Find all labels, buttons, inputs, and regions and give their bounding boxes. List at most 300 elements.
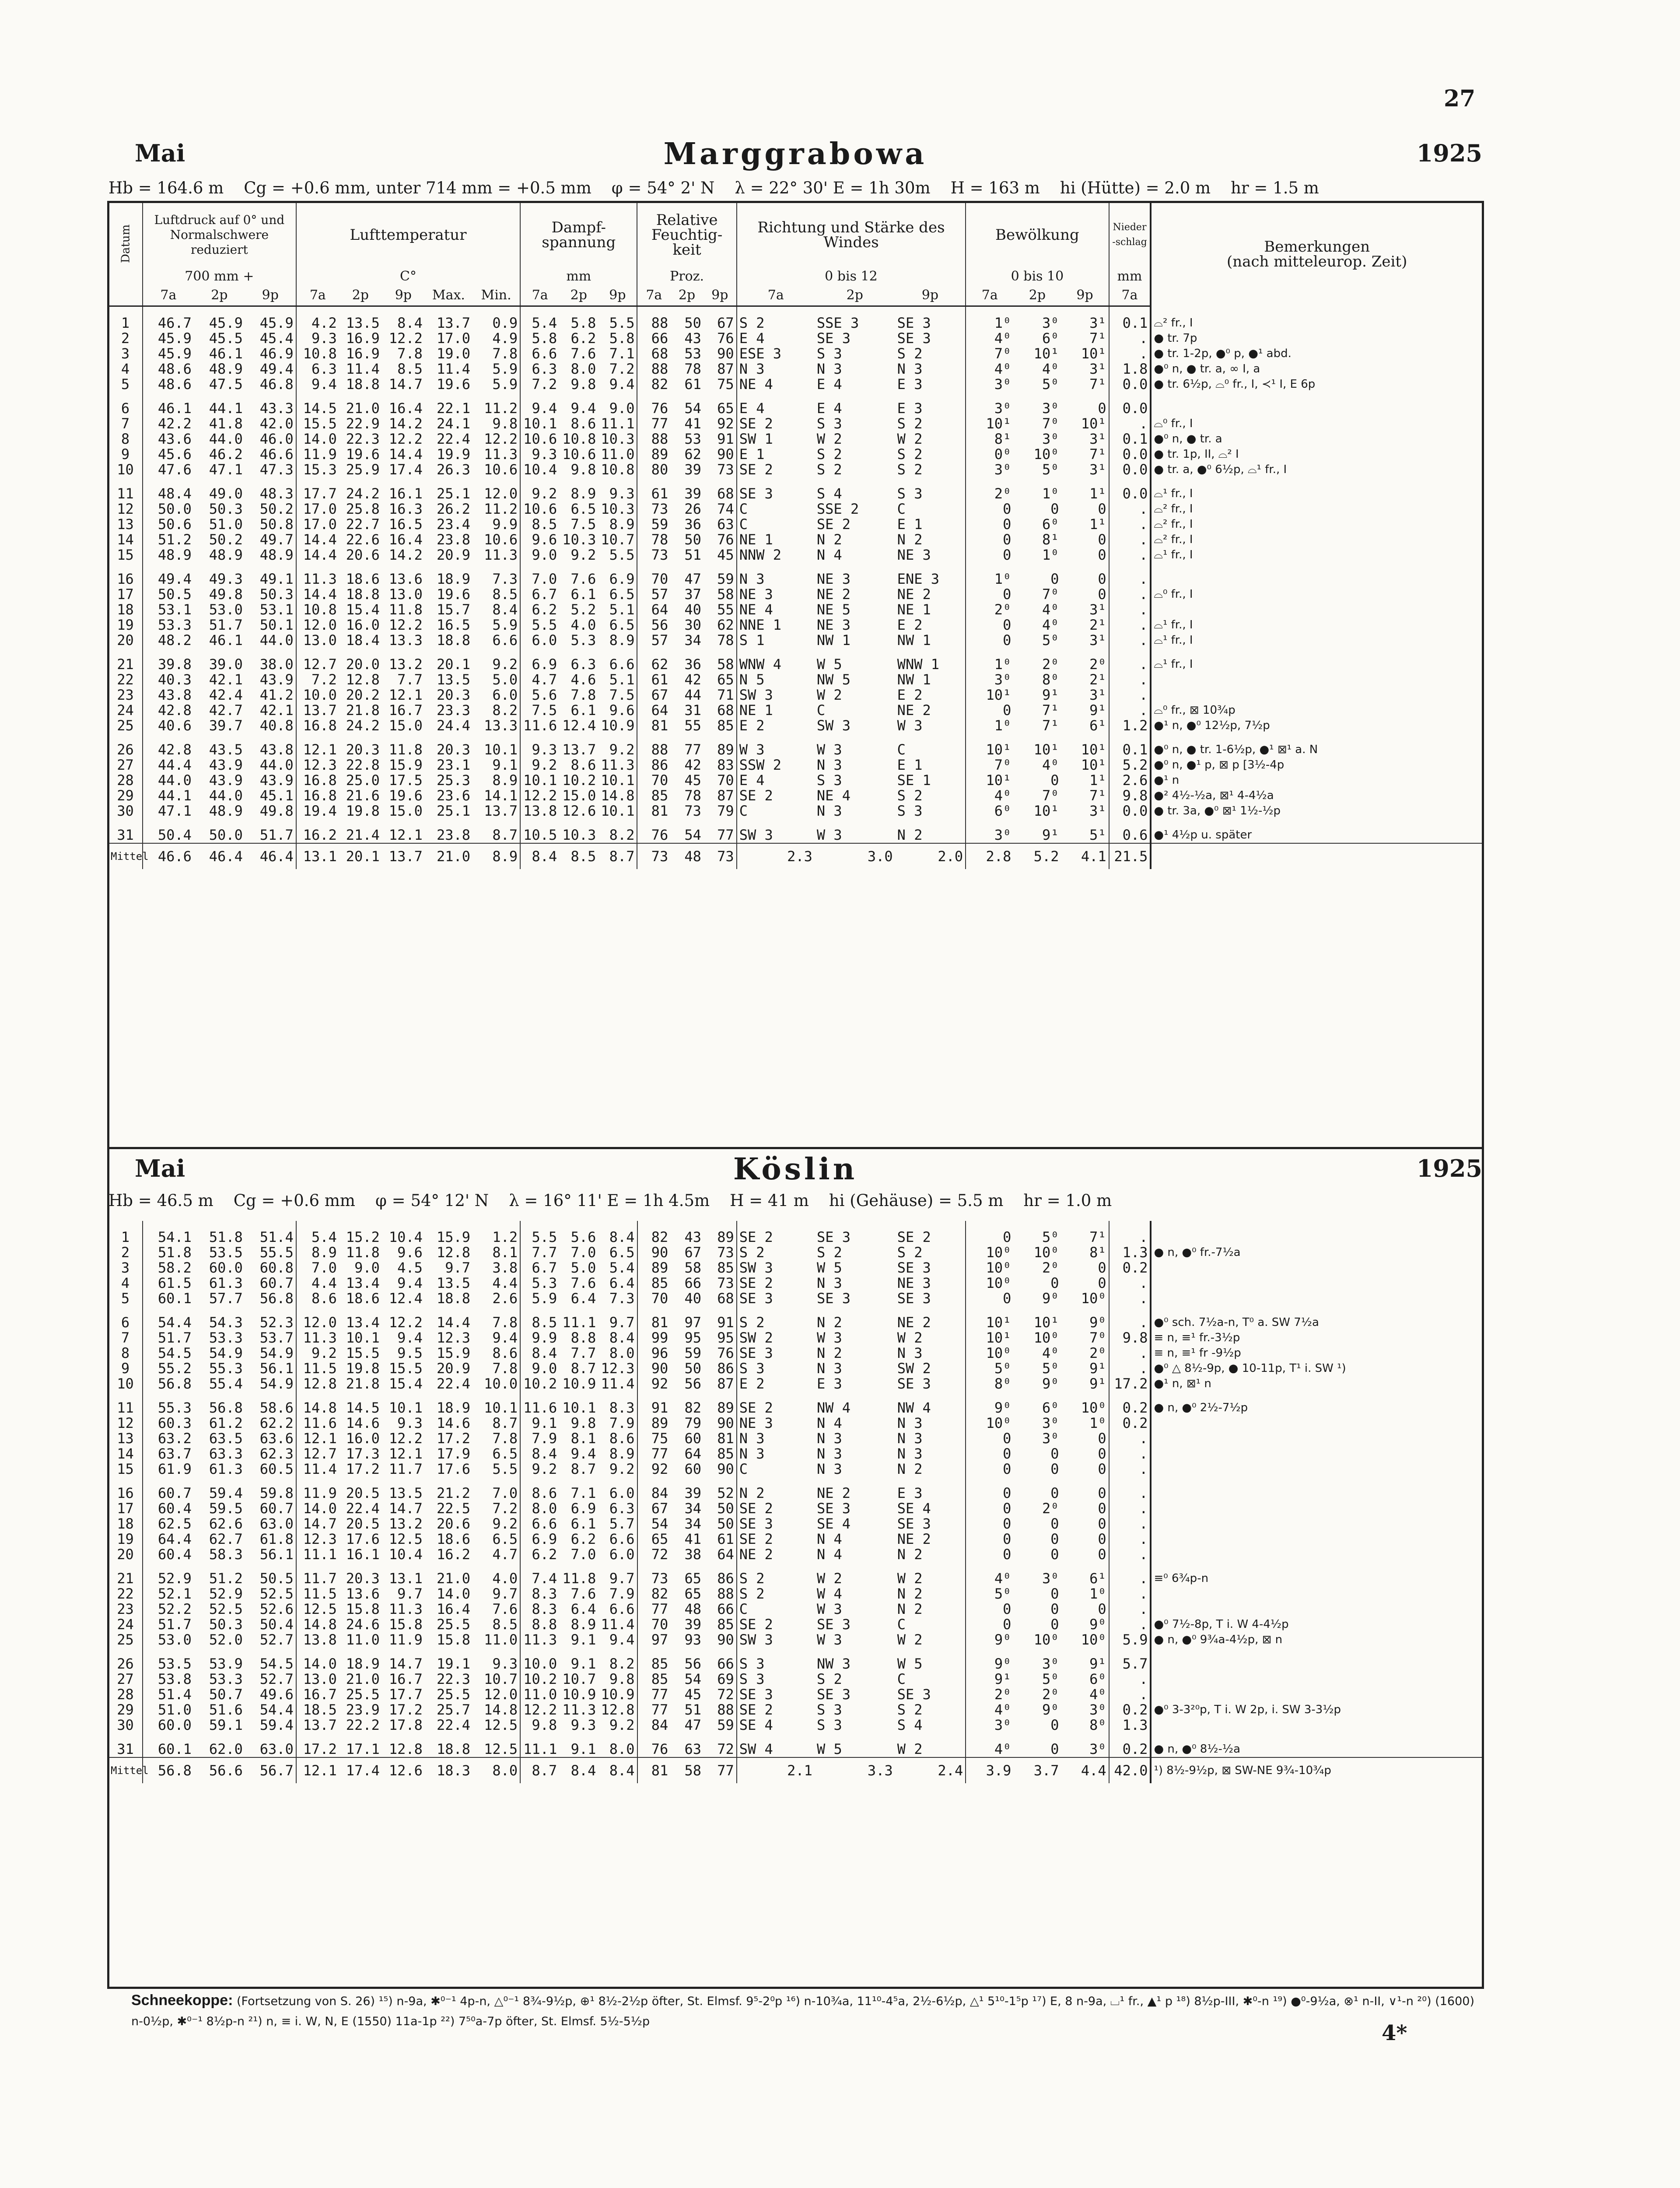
value-cell: 56.8 <box>209 1399 243 1416</box>
value-cell: 8.4 <box>609 1329 635 1346</box>
value-cell: N 2 <box>897 1601 923 1617</box>
value-cell: 6⁰ <box>1042 330 1059 347</box>
term-label: 2p <box>339 285 382 306</box>
value-cell: 0 <box>966 1486 1013 1501</box>
value-cell: 5⁰ <box>1042 1229 1059 1245</box>
value-cell: 25.7 <box>436 1701 471 1718</box>
station-param: λ = 16° 11' E = 1h 4.5m <box>509 1191 710 1210</box>
value-cell: 4.7 <box>520 672 559 687</box>
value-cell: N 2 <box>737 1486 815 1501</box>
value-cell: 20.6 <box>436 1515 471 1532</box>
value-cell: 77 <box>637 1702 671 1718</box>
value-cell: 45 <box>717 547 734 563</box>
value-cell: 42.0 <box>259 415 294 432</box>
value-cell: 76 <box>637 828 670 843</box>
value-cell: NE 1 <box>737 703 815 718</box>
value-cell: E 4 <box>737 401 815 416</box>
value-cell: 9.4 <box>570 1445 596 1462</box>
value-cell: 1.8 <box>1109 361 1151 377</box>
value-cell: 8.4 <box>520 1446 559 1462</box>
day-cell: 1 <box>121 1229 130 1245</box>
value-cell: 15.9 <box>436 1345 471 1361</box>
value-cell: 50.4 <box>143 828 194 843</box>
remark-cell: ≡⁰ 6¾p-n <box>1151 1571 1482 1586</box>
value-cell: 5.1 <box>609 671 635 688</box>
value-cell: 10⁰ <box>1033 446 1059 463</box>
value-cell: 91 <box>717 431 734 447</box>
day-cell: 16 <box>117 1485 134 1501</box>
value-cell: 54 <box>637 1516 671 1532</box>
value-cell: 7⁰ <box>966 757 1013 773</box>
value-cell: 7¹ <box>1089 787 1106 804</box>
value-cell: 14.4 <box>296 532 339 547</box>
value-cell: 4.0 <box>570 617 596 633</box>
value-cell: 91 <box>717 1314 734 1331</box>
table-row <box>108 1260 1482 1276</box>
value-cell: 9⁰ <box>1089 1616 1106 1633</box>
value-cell: W 2 <box>897 1329 923 1346</box>
value-cell: 10⁰ <box>1081 1290 1106 1307</box>
term-label: 9p <box>1061 285 1109 306</box>
value-cell: 40.8 <box>259 717 294 734</box>
value-cell: 12.8 <box>601 1701 635 1718</box>
value-cell: 8.5 <box>520 517 559 532</box>
table-row <box>108 1400 1482 1416</box>
value-cell: 2⁰ <box>966 1687 1013 1702</box>
value-cell: 11.8 <box>388 601 423 618</box>
station-name: Marggrabowa <box>663 137 928 172</box>
value-cell: 0 <box>1050 1585 1059 1602</box>
value-cell: 5.3 <box>570 632 596 649</box>
value-cell: 75 <box>717 376 734 393</box>
value-cell: 7.8 <box>397 345 423 362</box>
value-cell: 93 <box>684 1631 701 1648</box>
value-cell: 41.2 <box>259 687 294 703</box>
value-cell: 14.1 <box>484 787 518 804</box>
value-cell: SW 2 <box>897 1360 931 1377</box>
value-cell: 57 <box>637 587 670 602</box>
table-row <box>108 1632 1482 1648</box>
station-param: Cg = +0.6 mm <box>233 1191 356 1210</box>
value-cell: 11.0 <box>484 1631 518 1648</box>
value-cell: 15.0 <box>562 787 596 804</box>
value-cell: 18.9 <box>436 571 470 587</box>
value-cell: 78 <box>637 532 670 547</box>
value-cell: 16.2 <box>436 1546 471 1563</box>
value-cell: 61 <box>717 1531 734 1547</box>
value-cell: 66 <box>684 1275 701 1291</box>
value-cell: 11.6 <box>296 1416 339 1431</box>
value-cell: SSE 2 <box>816 501 859 517</box>
day-cell: 23 <box>117 1601 134 1617</box>
value-cell: 31 <box>684 702 701 719</box>
value-cell: 13.7 <box>436 315 470 331</box>
value-cell: 22.5 <box>436 1500 471 1517</box>
value-cell: 16.0 <box>346 617 380 633</box>
value-cell: 0 <box>1098 1601 1106 1617</box>
value-cell: SE 4 <box>737 1718 815 1733</box>
value-cell: 9.8 <box>609 1671 635 1687</box>
value-cell: SE 3 <box>816 1500 850 1517</box>
value-cell: S 2 <box>816 1671 842 1687</box>
value-cell: 10¹ <box>966 773 1013 788</box>
value-cell: 10.1 <box>601 803 635 819</box>
value-cell: 46.4 <box>245 843 296 869</box>
value-cell: 16.1 <box>388 485 423 502</box>
value-cell: 56.1 <box>259 1546 294 1563</box>
value-cell: 16.7 <box>388 702 423 719</box>
value-cell: 72 <box>637 1547 671 1562</box>
day-cell: 26 <box>117 741 134 758</box>
value-cell: 54.1 <box>143 1230 194 1245</box>
value-cell: 42 <box>684 757 701 773</box>
value-cell: 0 <box>1098 1275 1106 1291</box>
value-cell: 5⁰ <box>1042 376 1059 393</box>
value-cell: 15.0 <box>388 717 423 734</box>
value-cell: 61.2 <box>209 1415 243 1431</box>
value-cell: 60.1 <box>143 1291 194 1306</box>
value-cell: S 2 <box>816 446 842 463</box>
value-cell: 17.2 <box>436 1430 471 1447</box>
value-cell: 59 <box>717 1717 734 1733</box>
value-cell: E 2 <box>897 687 923 703</box>
value-cell: 4⁰ <box>1042 601 1059 618</box>
value-cell: 10.3 <box>562 827 596 843</box>
value-cell: NE 3 <box>737 587 815 602</box>
value-cell: N 2 <box>816 531 842 548</box>
value-cell: 51.2 <box>143 532 194 547</box>
remark-cell: ●¹ 4½p u. später <box>1151 828 1482 843</box>
value-cell: 43.3 <box>259 400 294 417</box>
value-cell: N 3 <box>816 361 842 377</box>
value-cell: 9.4 <box>397 1329 423 1346</box>
table-row <box>108 828 1482 843</box>
value-cell: 14.0 <box>296 1656 339 1672</box>
value-cell: NE 1 <box>737 532 815 547</box>
value-cell: 61.5 <box>143 1276 194 1291</box>
value-cell: 51.8 <box>209 1229 243 1245</box>
table-row <box>108 1276 1482 1291</box>
footer-signature: 4* <box>1382 2021 1407 2045</box>
value-cell: SE 3 <box>816 330 850 347</box>
value-cell: 5.0 <box>492 671 518 688</box>
value-cell: . <box>1109 617 1151 633</box>
value-cell: 0 <box>1050 501 1059 517</box>
value-cell: 10.9 <box>562 1686 596 1703</box>
value-cell: 18.9 <box>436 1399 471 1416</box>
value-cell: 50.3 <box>209 1616 243 1633</box>
value-cell: . <box>1109 1602 1151 1617</box>
value-cell: 10.7 <box>562 1671 596 1687</box>
value-cell: 8.9 <box>570 485 596 502</box>
value-cell: 8.7 <box>570 1461 596 1477</box>
value-cell: 54 <box>684 827 701 843</box>
value-cell: NW 4 <box>897 1399 931 1416</box>
value-cell: 10.4 <box>520 462 559 477</box>
value-cell: 40.3 <box>143 672 194 687</box>
value-cell: 22.3 <box>346 431 380 447</box>
value-cell: 73 <box>637 547 670 563</box>
value-cell: 43.8 <box>143 687 194 703</box>
remark-cell: ● tr. 3a, ●⁰ ⊠¹ 1½-½p <box>1151 803 1482 819</box>
table-row <box>108 1602 1482 1617</box>
value-cell: 11.1 <box>601 415 635 432</box>
value-cell: 13.8 <box>296 1632 339 1648</box>
value-cell: 10.8 <box>296 602 339 617</box>
value-cell: 11.1 <box>296 1547 339 1562</box>
value-cell: 60 <box>684 1430 701 1447</box>
value-cell: 12.5 <box>296 1602 339 1617</box>
value-cell: 96 <box>637 1346 671 1361</box>
value-cell: 47.1 <box>209 461 243 478</box>
value-cell: 17.0 <box>436 330 470 347</box>
table-row <box>108 1586 1482 1602</box>
value-cell: 0 <box>966 1291 1013 1306</box>
value-cell: 43 <box>684 330 701 347</box>
value-cell: W 3 <box>737 742 815 757</box>
value-cell: 51.8 <box>143 1245 194 1260</box>
day-cell: 9 <box>121 1360 130 1377</box>
value-cell: 70 <box>637 773 670 788</box>
remark-cell: ⌓¹ fr., I <box>1151 633 1482 648</box>
value-cell: SE 3 <box>897 1515 931 1532</box>
value-cell: 56 <box>637 617 670 633</box>
value-cell: S 3 <box>897 485 923 502</box>
value-cell: 1.3 <box>1109 1718 1151 1733</box>
value-cell: 0 <box>1098 571 1106 587</box>
value-cell: 12.2 <box>388 1430 423 1447</box>
value-cell: 65 <box>717 400 734 417</box>
remark-cell: ≡ n, ≡¹ fr.-3½p <box>1151 1330 1482 1346</box>
value-cell: 0 <box>1098 1461 1106 1477</box>
value-cell: 0 <box>966 1617 1013 1632</box>
value-cell: 5.8 <box>609 330 635 347</box>
value-cell: 34 <box>684 1515 701 1532</box>
value-cell: 16.8 <box>296 773 339 788</box>
value-cell: 58 <box>684 1259 701 1276</box>
value-cell: 9.1 <box>570 1741 596 1757</box>
value-cell: 11.0 <box>346 1631 380 1648</box>
value-cell: E 2 <box>737 718 815 733</box>
value-cell: 52.0 <box>209 1631 243 1648</box>
value-cell: 21.0 <box>346 1671 380 1687</box>
value-cell: 0 <box>1050 1616 1059 1633</box>
value-cell: 53.5 <box>209 1244 243 1261</box>
value-cell: N 3 <box>816 803 842 819</box>
value-cell: 7.3 <box>492 571 518 587</box>
value-cell: 82 <box>684 1399 701 1416</box>
value-cell: 6¹ <box>1089 717 1106 734</box>
value-cell: 5.9 <box>520 1291 559 1306</box>
remark-cell: ⌓² fr., I <box>1151 316 1482 331</box>
value-cell: 8.9 <box>492 772 518 789</box>
value-cell: 14.4 <box>436 1314 471 1331</box>
value-cell: 8.5 <box>492 1616 518 1633</box>
value-cell: 10.4 <box>388 1546 423 1563</box>
day-cell: 28 <box>117 772 134 789</box>
value-cell: 50.6 <box>143 517 194 532</box>
value-cell: 56 <box>684 1655 701 1672</box>
value-cell: 9¹ <box>1089 1360 1106 1377</box>
value-cell: 7⁰ <box>1089 1329 1106 1346</box>
value-cell: 10.2 <box>520 1376 559 1392</box>
value-cell: 0 <box>1098 1546 1106 1563</box>
value-cell: 51.7 <box>143 1330 194 1346</box>
value-cell: 13.6 <box>346 1585 380 1602</box>
value-cell: 12.2 <box>388 330 423 347</box>
term-label: 7a <box>737 285 815 306</box>
table-row <box>108 773 1482 788</box>
remark-cell: ●⁰ n, ● tr. 1-6½p, ●¹ ⊠¹ a. N <box>1151 742 1482 757</box>
value-cell: 10.6 <box>520 501 559 517</box>
value-cell: 25.9 <box>346 461 380 478</box>
value-cell: 1⁰ <box>966 316 1013 331</box>
value-cell: 5.5 <box>492 1461 518 1477</box>
value-cell: 67 <box>637 1501 671 1516</box>
value-cell: 88 <box>717 1701 734 1718</box>
value-cell: 16.0 <box>346 1430 380 1447</box>
value-cell: 6.6 <box>520 346 559 361</box>
table-row <box>108 416 1482 431</box>
value-cell: 8.4 <box>492 601 518 618</box>
value-cell: 8.4 <box>598 1757 637 1783</box>
value-cell: 4.2 <box>296 316 339 331</box>
value-cell: 8.6 <box>520 1486 559 1501</box>
value-cell: 42.8 <box>143 742 194 757</box>
value-cell: 13.7 <box>484 803 518 819</box>
value-cell: 10⁰ <box>966 1346 1013 1361</box>
value-cell: 4⁰ <box>966 788 1013 803</box>
value-cell: 86 <box>717 1360 734 1377</box>
value-cell: 10.2 <box>562 772 596 789</box>
value-cell: 4⁰ <box>966 1702 1013 1718</box>
value-cell: 58.3 <box>209 1546 243 1563</box>
value-cell: 85 <box>637 1656 671 1672</box>
value-cell: 43.9 <box>259 671 294 688</box>
value-cell: 73 <box>717 1244 734 1261</box>
value-cell: 8.9 <box>296 1245 339 1260</box>
value-cell: 82 <box>637 1586 671 1602</box>
value-cell: 55.5 <box>259 1244 294 1261</box>
value-cell: 8.6 <box>570 757 596 773</box>
value-cell: 77 <box>717 827 734 843</box>
value-cell: N 4 <box>816 1546 842 1563</box>
value-cell: W 2 <box>816 687 842 703</box>
value-cell: 8.7 <box>520 1757 559 1783</box>
value-cell: 21.8 <box>346 1375 380 1392</box>
value-cell: 2⁰ <box>1042 1686 1059 1703</box>
value-cell: 21.5 <box>1109 843 1151 869</box>
value-cell: 9.0 <box>520 1361 559 1376</box>
value-cell: S 3 <box>816 772 842 789</box>
value-cell: SE 2 <box>737 1501 815 1516</box>
value-cell: . <box>1109 1571 1151 1586</box>
day-cell: 10 <box>117 1375 134 1392</box>
value-cell: 2⁰ <box>966 486 1013 501</box>
value-cell: 7.0 <box>296 1260 339 1276</box>
value-cell: 9.2 <box>520 1462 559 1477</box>
value-cell: E 1 <box>897 757 923 773</box>
value-cell: . <box>1109 1547 1151 1562</box>
station-param: λ = 22° 30' E = 1h 30m <box>735 179 931 197</box>
value-cell: 76 <box>717 1345 734 1361</box>
value-cell: WNW 4 <box>737 657 815 672</box>
value-cell: 23.1 <box>436 757 470 773</box>
value-cell: 14.0 <box>436 1585 471 1602</box>
value-cell: 73 <box>717 461 734 478</box>
value-cell: S 3 <box>737 1672 815 1687</box>
value-cell: 11.5 <box>296 1361 339 1376</box>
value-cell: 11.2 <box>484 501 518 517</box>
value-cell: 66 <box>637 331 670 346</box>
value-cell: 9.2 <box>492 656 518 673</box>
value-cell: 50 <box>717 1515 734 1532</box>
value-cell: 50 <box>684 1360 701 1377</box>
day-cell: 19 <box>117 1531 134 1547</box>
day-cell: 12 <box>117 501 134 517</box>
term-label: 2p <box>559 285 598 306</box>
value-cell: 20.1 <box>436 656 470 673</box>
value-cell: 8.3 <box>520 1602 559 1617</box>
remark-cell: ● tr. 1p, II, ⌓² I <box>1151 447 1482 462</box>
value-cell: 12.3 <box>601 1360 635 1377</box>
value-cell: 42.4 <box>209 687 243 703</box>
station-param: Cg = +0.6 mm, unter 714 mm = +0.5 mm <box>244 179 592 197</box>
table-row <box>108 1346 1482 1361</box>
value-cell: 72 <box>717 1686 734 1703</box>
day-cell: 29 <box>117 787 134 804</box>
term-label: 7a <box>143 285 194 306</box>
station-param: φ = 54° 12' N <box>375 1191 489 1210</box>
value-cell: NE 5 <box>816 601 850 618</box>
value-cell: 4.1 <box>1061 843 1109 869</box>
day-cell: 14 <box>117 531 134 548</box>
value-cell: C <box>737 803 815 819</box>
value-cell: 56.6 <box>194 1757 245 1783</box>
table-row <box>108 1571 1482 1586</box>
value-cell: 22.1 <box>436 400 470 417</box>
value-cell: 11.4 <box>601 1375 635 1392</box>
value-cell: 7.9 <box>520 1431 559 1446</box>
value-cell: 92 <box>637 1376 671 1392</box>
value-cell: 10.1 <box>388 1399 423 1416</box>
value-cell: 6.4 <box>609 1275 635 1291</box>
value-cell: 50.3 <box>259 586 294 603</box>
term-label: 9p <box>895 285 966 306</box>
value-cell: 60.0 <box>143 1718 194 1733</box>
value-cell: 47.6 <box>143 462 194 477</box>
value-cell: 77 <box>637 1446 671 1462</box>
value-cell: 11.7 <box>388 1461 423 1477</box>
value-cell: 2⁰ <box>1042 656 1059 673</box>
value-cell: 42.0 <box>1109 1757 1151 1783</box>
table-row <box>108 1431 1482 1446</box>
value-cell: 10¹ <box>966 1315 1013 1330</box>
value-cell: 4.6 <box>570 671 596 688</box>
value-cell: N 4 <box>816 1531 842 1547</box>
value-cell: 6.0 <box>609 1485 635 1501</box>
remark-cell: ⌓⁰ fr., ⊠ 10¾p <box>1151 703 1482 718</box>
value-cell: 20.5 <box>346 1515 380 1532</box>
value-cell: 14.8 <box>601 787 635 804</box>
value-cell: 42.1 <box>209 671 243 688</box>
value-cell: 68 <box>637 346 670 361</box>
value-cell: 3¹ <box>1089 632 1106 649</box>
value-cell: 43.9 <box>259 772 294 789</box>
value-cell: 57 <box>637 633 670 648</box>
value-cell: . <box>1109 1361 1151 1376</box>
value-cell: 7.8 <box>492 1360 518 1377</box>
